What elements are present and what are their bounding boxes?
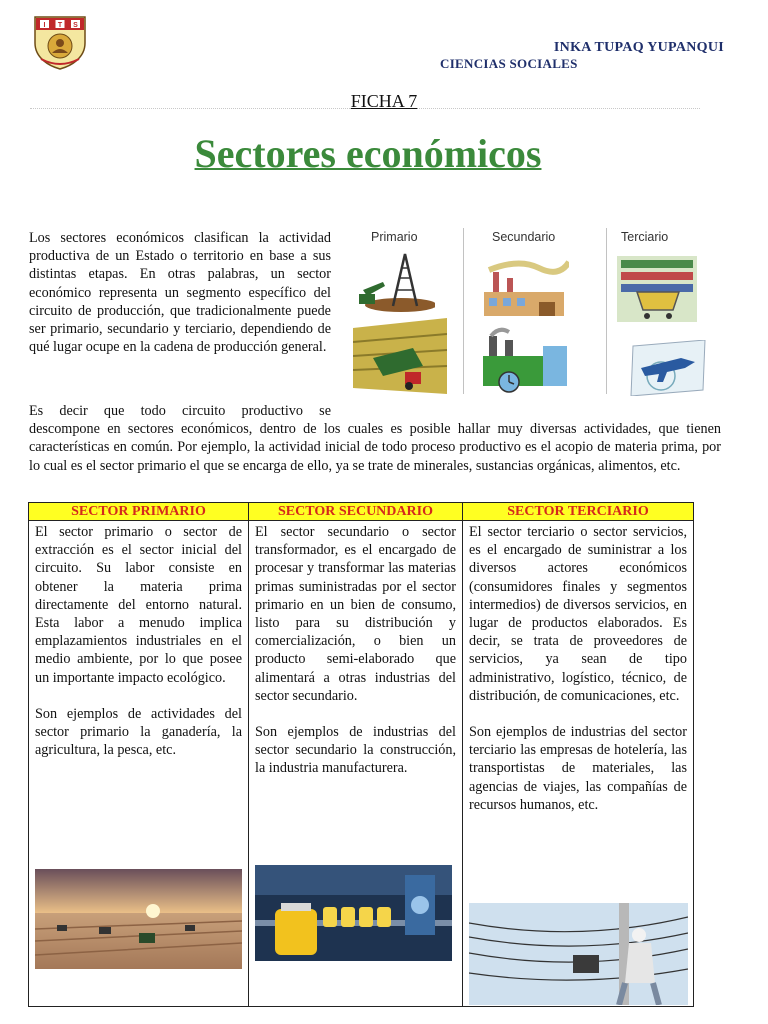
label-primario: Primario [371,230,418,244]
divider-line [606,228,607,394]
label-terciario: Terciario [621,230,669,244]
sectors-table [28,502,694,1007]
header-primario: SECTOR PRIMARIO [29,503,248,521]
svg-text:T: T [57,22,63,29]
paragraph-primario-examples: Son ejemplos de actividades del sector primario la ganadería, la agricultura, la pesca, etc. [35,705,242,759]
school-name: INKA TUPAQ YUPANQUI [553,40,724,55]
factory-icon [479,258,569,318]
oil-derrick-icon [351,250,435,312]
body-primario [29,521,248,759]
intro-paragraph: Los sectores económicos clasifican la actividad productiva de un Estado o territorio en base a sus distintas etapas. En otras palabras, un sector económico representa un segmento específico del circuito de producción, que tradicionalmente puede ser primario, secundario y terciario, dependiendo de qué lugar ocupe en la cadena de producción general. [29,230,331,356]
subject-name: CIENCIAS SOCIALES [440,56,578,71]
body-terciario [463,521,693,814]
harvest-field-photo [35,869,242,969]
svg-text:S: S [73,22,78,29]
shopping-cart-icon [617,256,697,324]
paragraph-secundario-definition: El sector secundario o sector transformador, es el encargado de procesar y transformar las materias primas suministradas por el sector primario en un bien de consumo, listo para su distribución y comercialización, o bien un producto semi-elaborado que alimentará a otras industrias del sector secundario. [255,524,456,704]
column-terciario [462,503,693,1006]
paragraph-secundario-examples: Son ejemplos de industrias del sector secundario la construcción, la industria manufacturera. [255,724,456,777]
school-logo [31,13,89,71]
divider-line [463,228,464,394]
airplane-icon [627,340,709,396]
bottling-factory-photo [255,865,452,961]
continuation-rest: descompone en sectores económicos, dentro de los cuales es posible hallar muy diversas actividades, que tienen características en común. Por ejemplo, la actividad inicial de todo proceso productivo es el acopio de materia prima, por lo cual es el sector primario el que se encarga de ello, ya se trate de minerales, sustancias orgánicas, alimentos, etc. [29,421,721,474]
page-title: Sectores económicos [194,131,542,176]
paragraph-terciario-definition: El sector terciario o sector servicios, es el encargado de suministrar a los diversos actores económicos (consumidores finales y segmentos intermedios) de diversos servicios, en lugar de productos elaborados. Es decir, se trata de proveedores de servicios, ya sean de tipo administrativo, logístico, técnico, de distribución, de comunicaciones, etc. [469,524,687,704]
header-secundario: SECTOR SECUNDARIO [249,503,462,521]
paragraph-terciario-examples: Son ejemplos de industrias del sector terciario las empresas de hotelería, las transportistas de materiales, las agencias de viajes, las compañías de recursos humanos, etc. [469,724,687,813]
header-terciario: SECTOR TERCIARIO [463,503,693,521]
industrial-plant-icon [479,326,571,396]
worksheet-number: FICHA 7 [350,91,418,111]
paragraph-primario-definition: El sector primario o sector de extracción es el sector inicial del circuito. Su labor consiste en obtener la materia prima directamente del entorno natural. Esta labor a menudo implica emplazamientos industriales en el medio ambiente, por lo que posee un importante impacto ecológico. [35,524,242,686]
sectors-illustration [343,222,715,400]
body-secundario [249,521,462,778]
column-secundario [248,503,462,1006]
electric-lineman-photo [469,903,688,1005]
continuation-paragraph [29,402,721,475]
label-secundario: Secundario [492,230,556,244]
continuation-first-line: Es decir que todo circuito productivo se [29,403,331,419]
column-primario [29,503,248,1006]
svg-text:I: I [43,22,46,29]
harvester-icon [353,318,447,394]
